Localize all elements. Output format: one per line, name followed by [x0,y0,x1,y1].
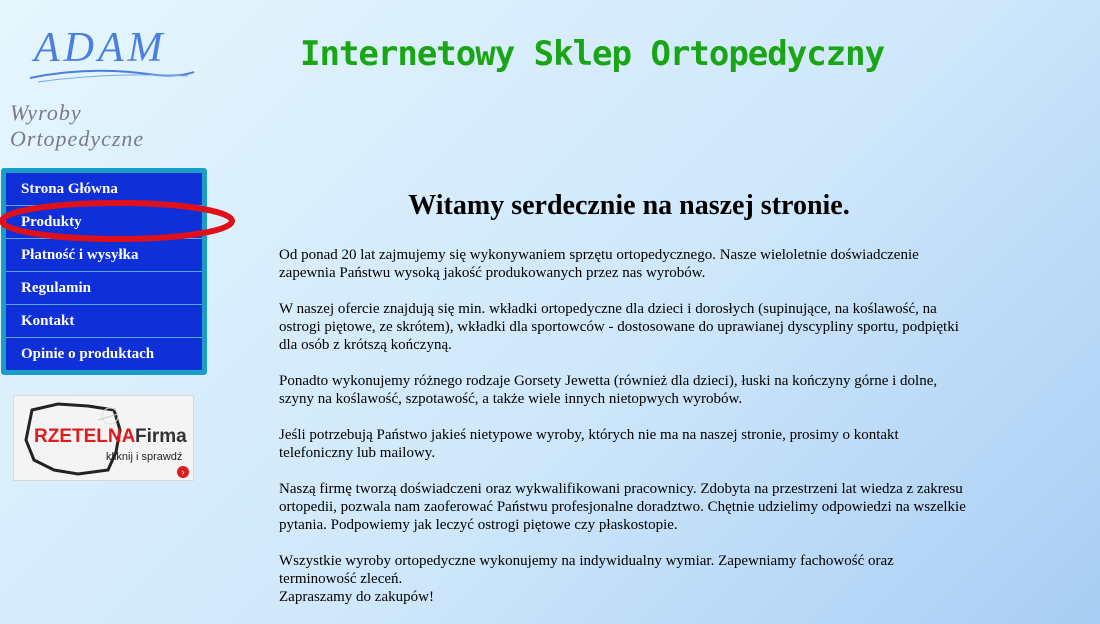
site-logo[interactable] [8,22,208,151]
site-title: Internetowy Sklep Ortopedyczny [300,34,885,74]
menu-item-products[interactable]: Produkty [6,206,202,239]
badge-subtitle: kliknij i sprawdź [106,451,183,463]
closing-invite: Zapraszamy do zakupów! [279,589,434,605]
main-content [279,246,969,606]
menu-item-home[interactable]: Strona Główna [6,173,202,206]
menu-item-contact[interactable]: Kontakt [6,305,202,338]
badge-title-dark: Firma [135,426,187,447]
paragraph-team: Naszą firmę tworzą doświadczeni oraz wykwalifikowani pracownicy. Zdobyta na przestrzeni lat wiedza z zakresu ortopedii, pozwala nam zaoferować Państwu profesjonalne doradztwo. Chętnie udzielimy odpowiedzi na wszelkie pytania. Podpowiemy jak leczyć ostrogi piętowe czy płaskostopie. [279,481,966,533]
menu-item-terms[interactable]: Regulamin [6,272,202,305]
rzetelna-firma-badge[interactable] [13,395,194,481]
menu-item-payment-shipping[interactable]: Płatność i wysyłka [6,239,202,272]
closing-text: Wszystkie wyroby ortopedyczne wykonujemy na indywidualny wymiar. Zapewniamy fachowość oraz terminowość zleceń. [279,553,894,587]
paragraph-experience: Od ponad 20 lat zajmujemy się wykonywaniem sprzętu ortopedycznego. Nasze wieloletnie doświadczenie zapewnia Państwu wysoką jakość produkowanych przez nas wyrobów. [279,247,919,281]
logo-swoosh-icon [28,64,198,84]
paragraph-closing [279,552,969,606]
paragraph-custom: Jeśli potrzebują Państwo jakieś nietypowe wyroby, których nie ma na naszej stronie, prosimy o kontakt telefoniczny lub mailowy. [279,427,899,461]
page-headline: Witamy serdecznie na naszej stronie. [408,190,850,221]
paragraph-corsets: Ponadto wykonujemy różnego rodzaje Gorsety Jewetta (również dla dzieci), łuski na kończyny górne i dolne, szyny na koślawość, szpotawość, a także wiele innych nietopwych wyrobów. [279,373,938,407]
menu-item-reviews[interactable]: Opinie o produktach [6,338,202,370]
logo-brand: ADAM [34,25,167,71]
badge-title-red: RZETELNA [34,426,136,447]
main-menu [1,168,207,375]
logo-tagline: Wyroby Ortopedyczne [10,100,145,151]
paragraph-offer: W naszej ofercie znajdują się min. wkładki ortopedyczne dla dzieci i dorosłych (supinujące, na koślawość, na ostrogi piętowe, ze skrótem), wkładki dla sportowców - dostosowane do uprawianej dyscypliny sportu, podpiętki dla osób z krótszą kończyną. [279,301,959,353]
badge-arrow-icon[interactable]: › [177,466,189,478]
